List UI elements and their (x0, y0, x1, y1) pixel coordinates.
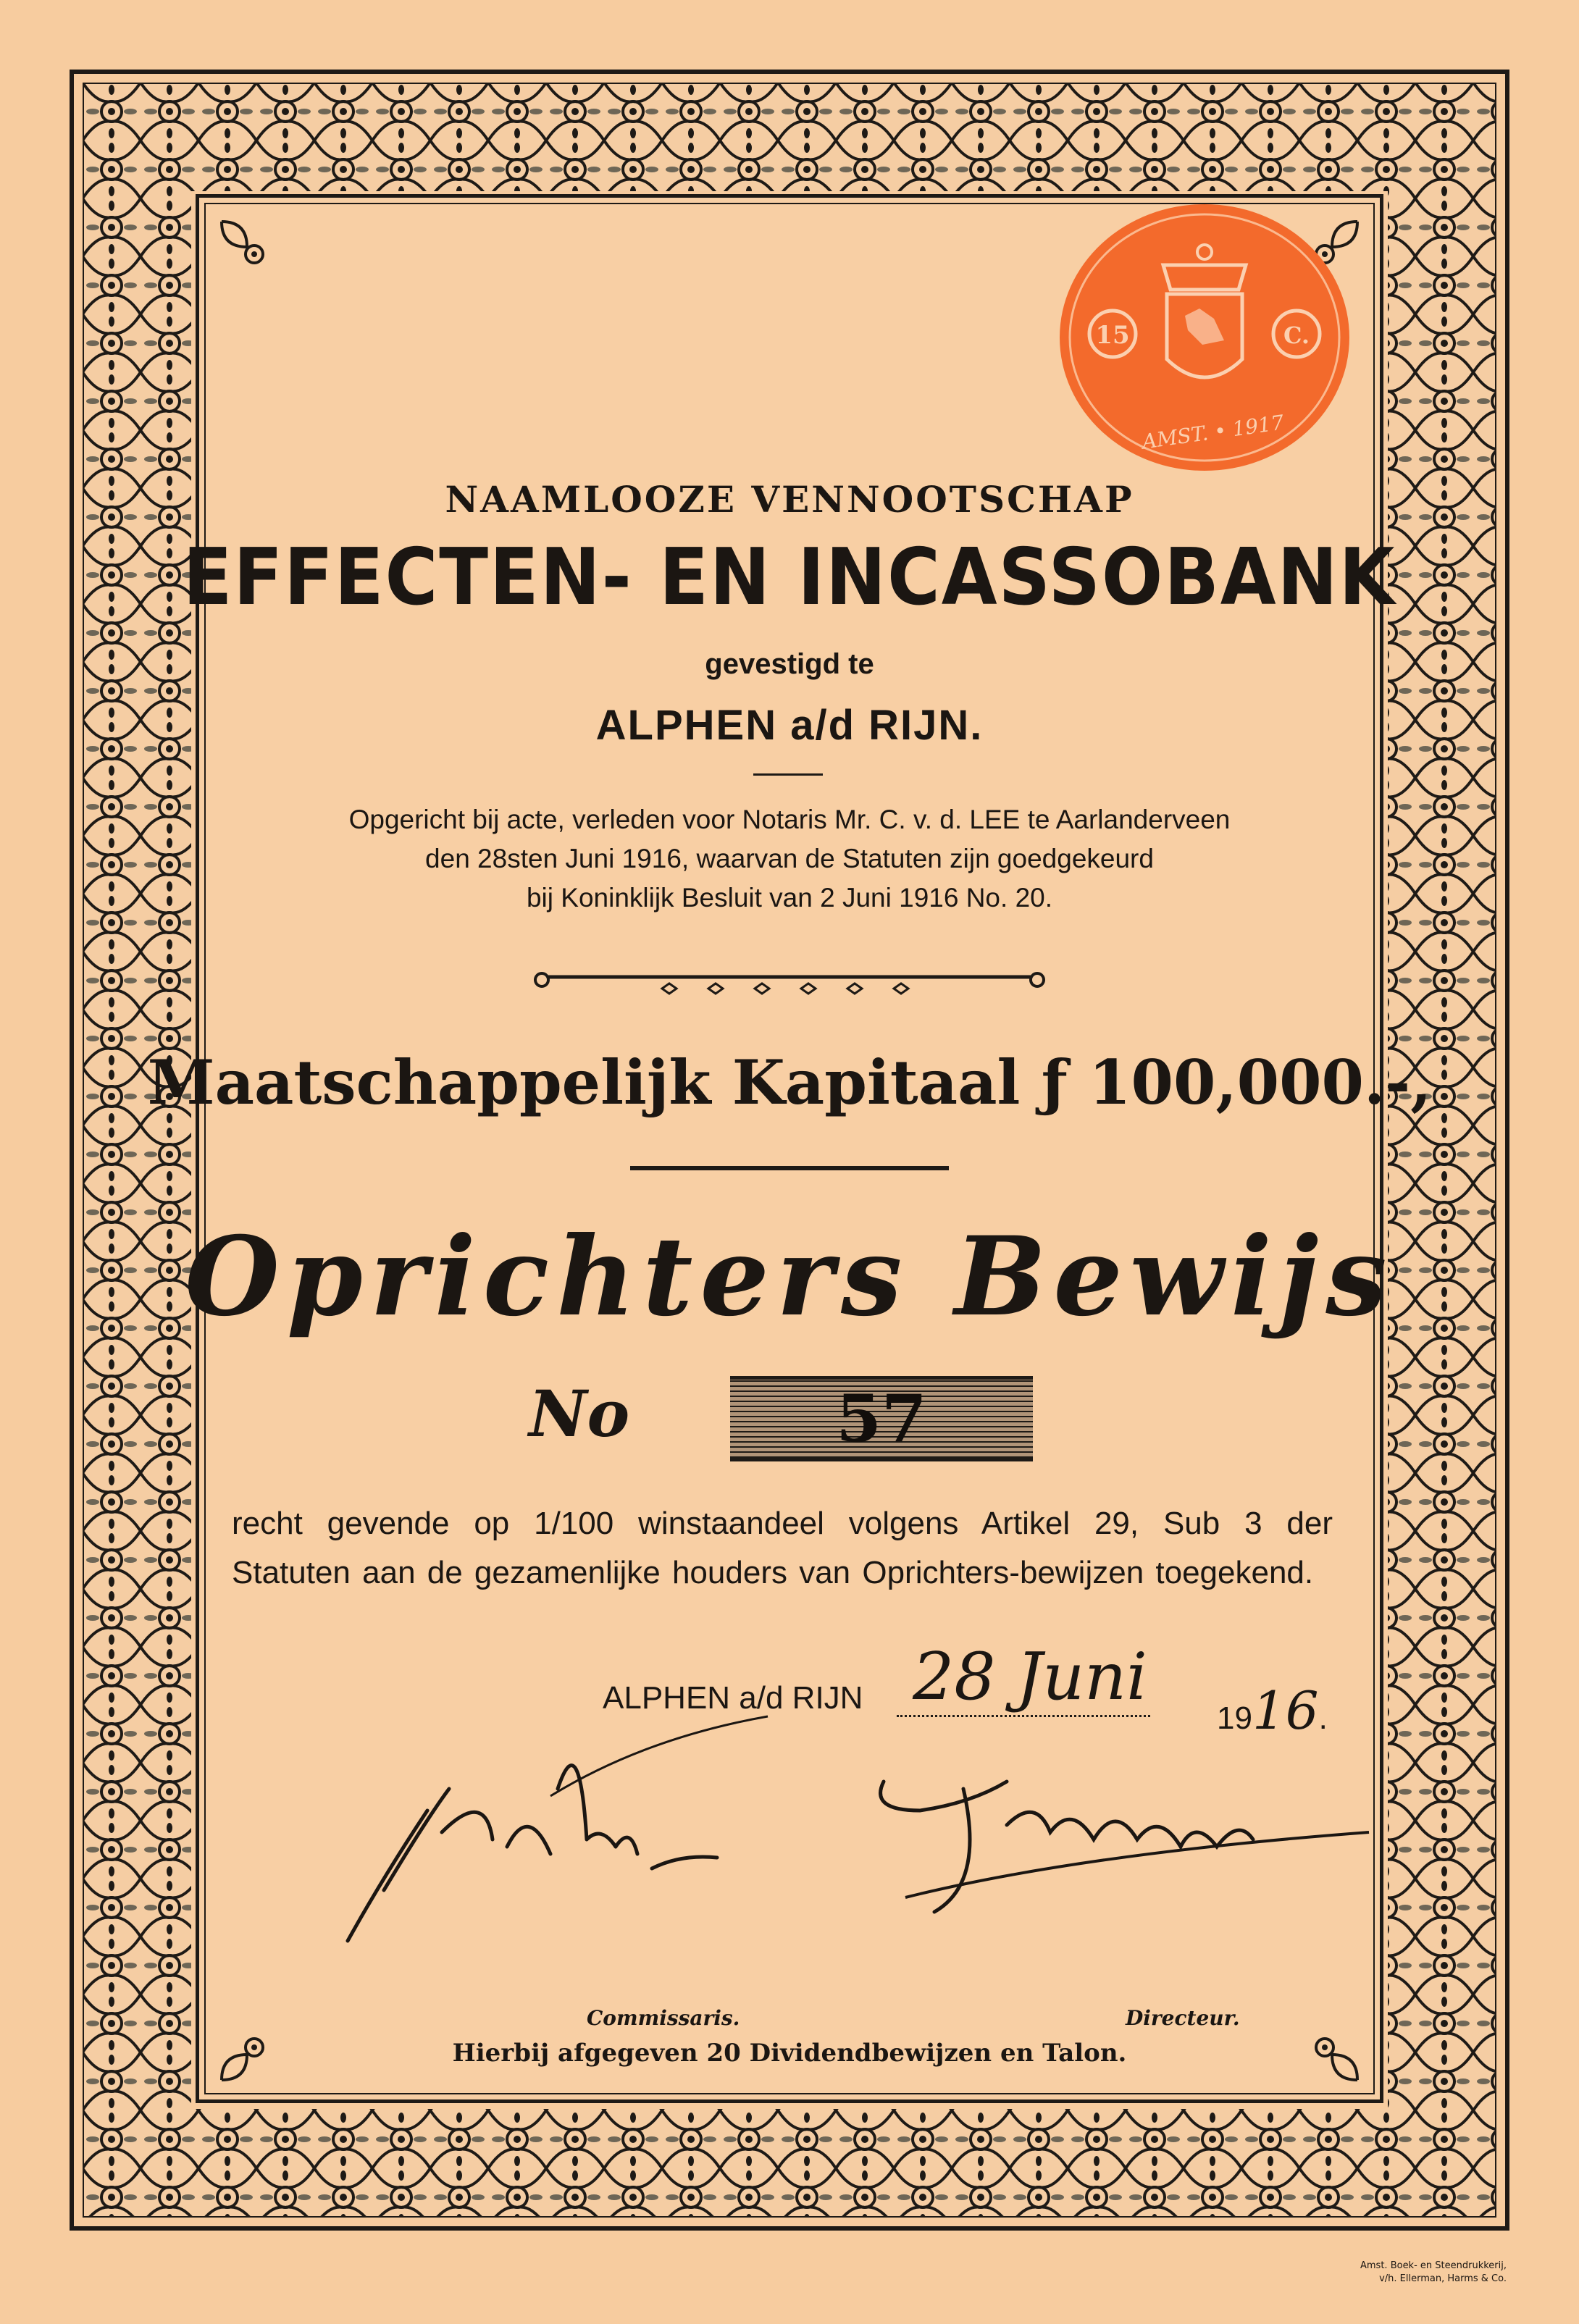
year-printed (1217, 1680, 1328, 1741)
printer-line: v/h. Ellerman, Harms & Co. (1379, 2273, 1507, 2284)
commissaris-label: Commissaris. (587, 2006, 740, 2030)
year-prefix: 19 (1217, 1700, 1252, 1736)
commissaris-signature (340, 1709, 775, 1970)
printer-line: Amst. Boek- en Steendrukkerij, (1360, 2260, 1507, 2271)
founding-line: Opgericht bij acte, verleden voor Notaris Mr. C. v. d. LEE te Aarlanderveen (348, 805, 1231, 834)
seat-label: gevestigd te (705, 648, 874, 680)
founding-line: bij Koninklijk Besluit van 2 Juni 1916 No. 20. (526, 883, 1053, 913)
founding-text (0, 800, 1579, 918)
stamp-unit: C. (1283, 322, 1310, 349)
founding-line: den 28sten Juni 1916, waarvan de Statuten zijn goedgekeurd (425, 844, 1154, 873)
seat-city: ALPHEN a/d RIJN. (595, 702, 984, 749)
handwritten-date (905, 1619, 1210, 1728)
scroll-divider (530, 967, 1049, 996)
place: ALPHEN a/d RIJN (603, 1680, 863, 1716)
handwritten-date-text: 28 Juni (913, 1639, 1147, 1715)
capital-line: Maatschappelijk Kapitaal ƒ 100,000.-, (147, 1046, 1432, 1118)
printer-imprint (1268, 2260, 1507, 2286)
year-period: . (1318, 1700, 1328, 1736)
certificate-title: Oprichters Bewijs (185, 1213, 1394, 1341)
number-label: No (529, 1376, 630, 1451)
divider (630, 1166, 949, 1170)
coupons-note: Hierbij afgegeven 20 Dividendbewijzen en Talon. (452, 2039, 1127, 2068)
company-form: NAAMLOOZE VENNOOTSCHAP (445, 478, 1134, 521)
certificate-number-box (730, 1376, 1033, 1461)
divider (753, 773, 823, 776)
corner-ornament-icon (214, 214, 280, 280)
certificate-number: 57 (836, 1380, 927, 1457)
company-name: EFFECTEN- EN INCASSOBANK (183, 532, 1396, 623)
rights-text: recht gevende op 1/100 winstaandeel volgens Artikel 29, Sub 3 der Statuten aan de gezamenlijke houders van Oprichters-bewijzen toegekend. (232, 1506, 1333, 1590)
directeur-signature (862, 1738, 1383, 1926)
revenue-stamp (1055, 200, 1354, 475)
stamp-inscription: AMST. • 1917 (1140, 410, 1286, 454)
directeur-label: Directeur. (1126, 2006, 1240, 2030)
year-handwritten: 16 (1252, 1680, 1319, 1741)
stamp-value: 15 (1095, 321, 1130, 350)
